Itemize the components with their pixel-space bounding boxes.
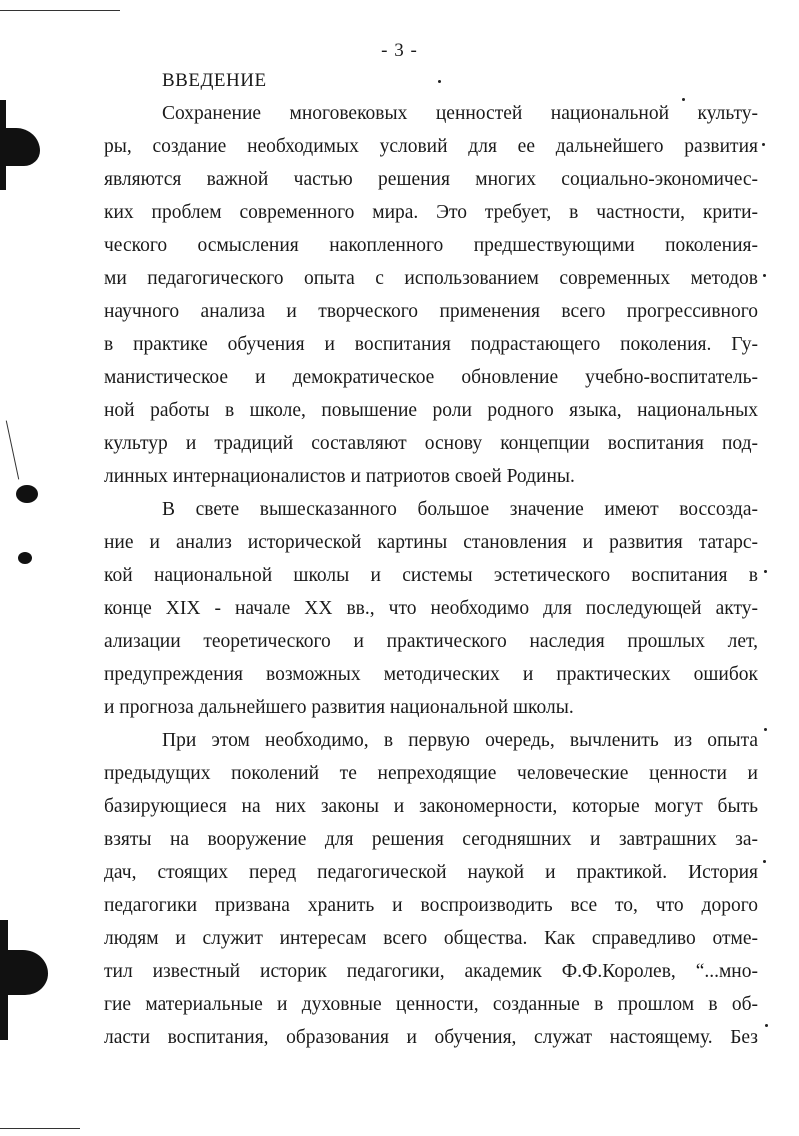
text-line: ми педагогического опыта с использованием современных методов bbox=[104, 268, 758, 289]
text-line: В свете вышесказанного большое значение имеют воссозда- bbox=[162, 499, 758, 520]
text-line: людям и служит интересам всего общества. Как справедливо отме- bbox=[104, 928, 758, 949]
text-line: взяты на вооружение для решения сегодняшних и завтрашних за- bbox=[104, 829, 758, 850]
text-line: Сохранение многовековых ценностей национальной культу- bbox=[162, 103, 758, 124]
scan-artifact bbox=[0, 920, 8, 1040]
text-line: ной работы в школе, повышение роли родного языка, национальных bbox=[104, 400, 758, 421]
scan-artifact bbox=[763, 860, 766, 863]
scan-artifact bbox=[6, 421, 19, 480]
scan-artifact bbox=[438, 80, 441, 83]
text-line: культур и традиций составляют основу концепции воспитания под- bbox=[104, 433, 758, 454]
text-line: ры, создание необходимых условий для ее дальнейшего развития bbox=[104, 136, 758, 157]
text-line: научного анализа и творческого применения всего прогрессивного bbox=[104, 301, 758, 322]
section-heading: ВВЕДЕНИЕ bbox=[162, 70, 267, 91]
scan-artifact bbox=[16, 485, 38, 503]
text-line: ких проблем современного мира. Это требует, в частности, крити- bbox=[104, 202, 758, 223]
text-line: конце XIX - начале XX вв., что необходимо для последующей акту- bbox=[104, 598, 758, 619]
scan-artifact bbox=[18, 552, 32, 564]
page-number: - 3 - bbox=[381, 40, 418, 61]
text-line: кой национальной школы и системы эстетического воспитания в bbox=[104, 565, 758, 586]
text-line: предыдущих поколений те непреходящие человеческие ценности и bbox=[104, 763, 758, 784]
text-line: При этом необходимо, в первую очередь, вычленить из опыта bbox=[162, 730, 758, 751]
scan-artifact bbox=[763, 274, 766, 277]
text-line: манистическое и демократическое обновление учебно-воспитатель- bbox=[104, 367, 758, 388]
text-line: педагогики призвана хранить и воспроизводить все то, что дорого bbox=[104, 895, 758, 916]
text-line: ласти воспитания, образования и обучения, служат настоящему. Без bbox=[104, 1027, 758, 1048]
text-line: ческого осмысления накопленного предшествующими поколения- bbox=[104, 235, 758, 256]
text-line: гие материальные и духовные ценности, созданные в прошлом в об- bbox=[104, 994, 758, 1015]
scan-artifact bbox=[764, 728, 767, 731]
scan-artifact bbox=[0, 10, 120, 11]
scan-artifact bbox=[765, 1024, 768, 1027]
scan-artifact bbox=[0, 1128, 80, 1129]
text-line: ние и анализ исторической картины становления и развития татарс- bbox=[104, 532, 758, 553]
text-line: в практике обучения и воспитания подрастающего поколения. Гу- bbox=[104, 334, 758, 355]
text-line: ализации теоретического и практического наследия прошлых лет, bbox=[104, 631, 758, 652]
scan-artifact bbox=[762, 143, 765, 146]
text-line: предупреждения возможных методических и практических ошибок bbox=[104, 664, 758, 685]
scan-artifact bbox=[0, 128, 40, 166]
text-line: являются важной частью решения многих социально-экономичес- bbox=[104, 169, 758, 190]
text-line: тил известный историк педагогики, академик Ф.Ф.Королев, “...мно- bbox=[104, 961, 758, 982]
scan-artifact bbox=[0, 100, 6, 190]
scan-artifact bbox=[764, 570, 767, 573]
text-line: базирующиеся на них законы и закономерности, которые могут быть bbox=[104, 796, 758, 817]
text-line: и прогноза дальнейшего развития национальной школы. bbox=[104, 697, 574, 718]
text-line: линных интернационалистов и патриотов своей Родины. bbox=[104, 466, 575, 487]
text-line: дач, стоящих перед педагогической наукой и практикой. История bbox=[104, 862, 758, 883]
